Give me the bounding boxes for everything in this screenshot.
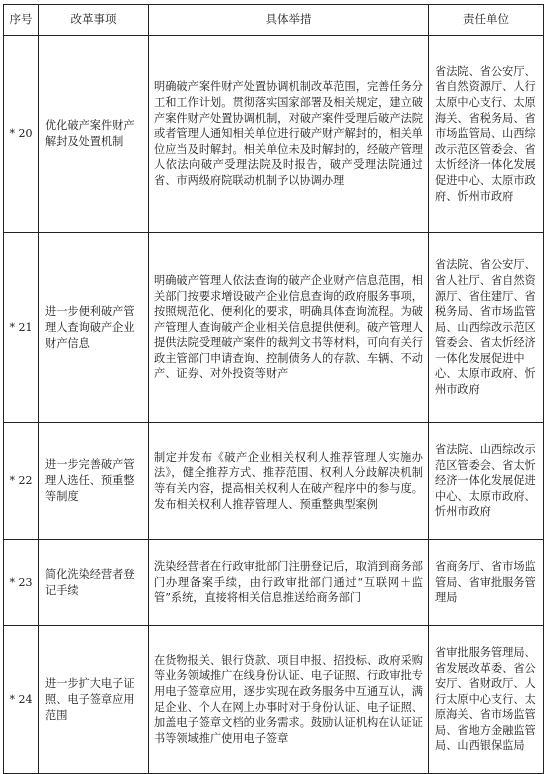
responsible-unit: 省审批服务管理局、省发展改革委、省公安厅、省财政厅、人行太原中心支行、太原海关、省市场监管局、省地方金融监管局、山西银保监局 bbox=[429, 626, 544, 774]
responsible-unit: 省法院、山西综改示范区管委会、省太忻经济一体化发展促进中心、太原市政府、忻州市政府 bbox=[429, 423, 544, 540]
table-row bbox=[4, 36, 544, 233]
header-number: 序号 bbox=[4, 5, 39, 36]
reform-item: 进一步扩大电子证照、电子签章应用范围 bbox=[39, 626, 149, 774]
reform-item: 进一步完善破产管理人选任、预重整等制度 bbox=[39, 423, 149, 540]
table-header-row bbox=[4, 5, 544, 36]
row-number: * 23 bbox=[4, 540, 39, 626]
specific-measures: 明确破产管理人依法查询的破产企业财产信息范围，相关部门按要求增设破产企业信息查询的政府服务事项，按照规范化、便利化的要求，明确具体查询流程。为破产管理人查询破产企业相关信息提供便利。破产管理人提供法院受理破产案件的裁判文书等材料，可向有关行政主管部门申请查询、控制债务人的存款、车辆、不动产、证券、对外投资等财产 bbox=[149, 233, 429, 423]
row-number: * 21 bbox=[4, 233, 39, 423]
row-number: * 22 bbox=[4, 423, 39, 540]
table-row bbox=[4, 423, 544, 540]
specific-measures: 明确破产案件财产处置协调机制改革范围，完善任务分工和工作计划。贯彻落实国家部署及相关规定，建立破产案件财产处置协调机制，对破产案件受理后破产法院或者管理人通知相关单位进行破产财产解封的，相关单位应当及时解封。相关单位未及时解封的，经破产管理人依法向破产受理法院及时报告，破产受理法院通过省、市两级府院联动机制予以协调办理 bbox=[149, 36, 429, 233]
header-responsible-unit: 责任单位 bbox=[429, 5, 544, 36]
row-number: * 20 bbox=[4, 36, 39, 233]
responsible-unit: 省法院、省公安厅、省自然资源厅、人行太原中心支行、太原海关、省税务局、省市场监管局、山西综改示范区管委会、省太忻经济一体化发展促进中心、太原市政府、忻州市政府 bbox=[429, 36, 544, 233]
reform-item: 进一步便利破产管理人查询破产企业财产信息 bbox=[39, 233, 149, 423]
responsible-unit: 省法院、省公安厅、省人社厅、省自然资源厅、省住建厅、省税务局、省市场监管局、山西综改示范区管委会、省太忻经济一体化发展促进中心、太原市政府、忻州市政府 bbox=[429, 233, 544, 423]
header-reform-item: 改革事项 bbox=[39, 5, 149, 36]
table-row bbox=[4, 540, 544, 626]
specific-measures: 洗染经营者在行政审批部门注册登记后，取消到商务部门办理备案手续，由行政审批部门通过“互联网＋监管”系统，直接将相关信息推送给商务部门 bbox=[149, 540, 429, 626]
row-number: * 24 bbox=[4, 626, 39, 774]
reform-item: 简化洗染经营者登记手续 bbox=[39, 540, 149, 626]
responsible-unit: 省商务厅、省市场监管局、省审批服务管理局 bbox=[429, 540, 544, 626]
specific-measures: 在货物报关、银行贷款、项目申报、招投标、政府采购等业务领域推广在线身份认证、电子证照、行政审批专用电子签章应用，逐步实现在政务服务中互通互认，满足企业、个人在网上办事时对于身份认证、电子证照、加盖电子签章文档的业务需求。鼓励认证机构在认证证书等领域推广使用电子签章 bbox=[149, 626, 429, 774]
table-row bbox=[4, 233, 544, 423]
reform-item: 优化破产案件财产解封及处置机制 bbox=[39, 36, 149, 233]
table-row bbox=[4, 626, 544, 774]
header-specific-measures: 具体举措 bbox=[149, 5, 429, 36]
reform-measures-table bbox=[3, 4, 544, 774]
specific-measures: 制定并发布《破产企业相关权利人推荐管理人实施办法》，健全推荐方式、推荐范围、权利人分歧解决机制等有关内容，提高相关权利人在破产程序中的参与度。发布相关权利人推荐管理人、预重整典型案例 bbox=[149, 423, 429, 540]
